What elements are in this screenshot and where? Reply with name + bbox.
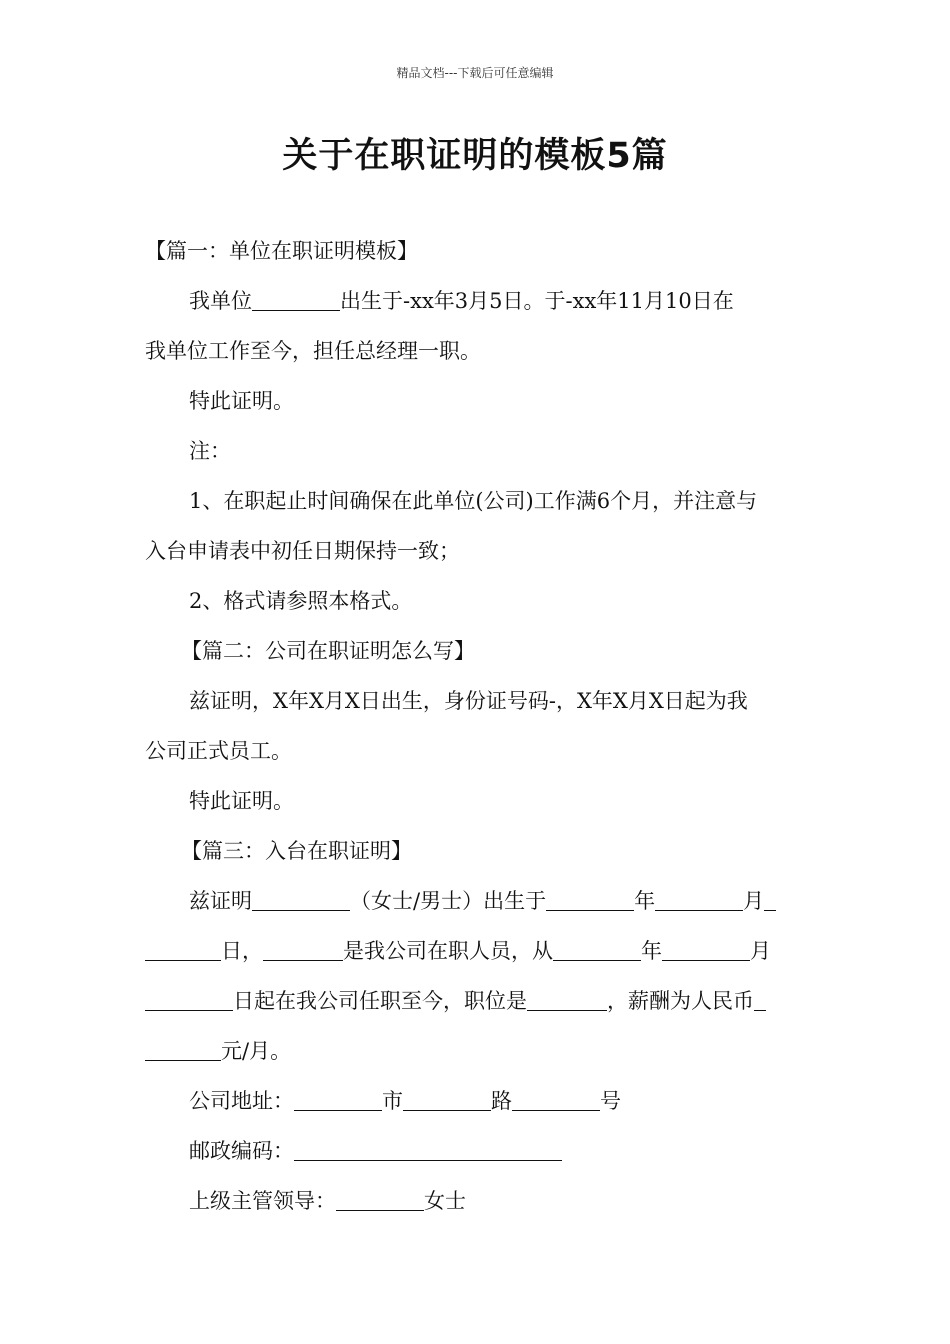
section-heading-2: 【篇二：公司在职证明怎么写】 <box>181 639 475 663</box>
paragraph <box>145 276 807 326</box>
text-span: 号 <box>600 1089 621 1113</box>
zip-label: 邮政编码： <box>189 1139 294 1163</box>
text-span: 出生于-xx年3月5日。于-xx年11月10日在 <box>340 289 734 313</box>
blank-line <box>662 938 750 961</box>
text-span: 路 <box>491 1089 512 1113</box>
text-span: 市 <box>382 1089 403 1113</box>
text-span: （女士/男士）出生于 <box>350 889 547 913</box>
document-body <box>145 226 807 1226</box>
blank-line <box>512 1088 600 1111</box>
text-span: 元/月。 <box>221 1039 292 1063</box>
blank-line <box>294 1138 562 1161</box>
blank-line <box>655 888 743 911</box>
address-label: 公司地址： <box>189 1089 294 1113</box>
paragraph-continuation: 我单位工作至今，担任总经理一职。 <box>145 339 481 363</box>
section-heading-3: 【篇三：入台在职证明】 <box>181 839 412 863</box>
paragraph: 兹证明，X年X月X日出生，身份证号码-，X年X月X日起为我 <box>189 689 748 713</box>
blank-line <box>764 888 776 911</box>
text-span: 日， <box>221 939 263 963</box>
section-heading-1: 【篇一：单位在职证明模板】 <box>145 239 418 263</box>
blank-line <box>403 1088 491 1111</box>
text-span: ，薪酬为人民币 <box>607 989 754 1013</box>
text-span: 兹证明 <box>189 889 252 913</box>
text-span: 日起在我公司任职至今，职位是 <box>233 989 527 1013</box>
paragraph: 特此证明。 <box>189 389 294 413</box>
paragraph <box>145 876 807 926</box>
blank-line <box>145 988 233 1011</box>
blank-line <box>252 288 340 311</box>
note-item-2: 2、格式请参照本格式。 <box>189 589 413 613</box>
note-item-1: 1、在职起止时间确保在此单位(公司)工作满6个月，并注意与 <box>189 489 758 513</box>
note-item-1-continuation: 入台申请表中初任日期保持一致； <box>145 539 460 563</box>
supervisor-line <box>145 1176 807 1226</box>
blank-line <box>145 1038 221 1061</box>
page-title: 关于在职证明的模板5篇 <box>282 136 668 176</box>
blank-line <box>145 938 221 961</box>
address-line <box>145 1076 807 1126</box>
text-span: 我单位 <box>189 289 252 313</box>
blank-line <box>263 938 343 961</box>
text-span: 月 <box>750 939 771 963</box>
paragraph: 特此证明。 <box>189 789 294 813</box>
text-span: 年 <box>634 889 656 913</box>
blank-line <box>546 888 634 911</box>
paragraph-continuation <box>145 1026 807 1076</box>
blank-line <box>294 1088 382 1111</box>
header-note: 精品文档---下载后可任意编辑 <box>396 66 554 80</box>
blank-line <box>754 988 766 1011</box>
paragraph-continuation <box>145 926 807 976</box>
text-span: 月 <box>743 889 765 913</box>
blank-line <box>252 888 350 911</box>
text-span: 是我公司在职人员，从 <box>343 939 553 963</box>
blank-line <box>336 1188 424 1211</box>
text-span: 年 <box>641 939 662 963</box>
note-label: 注： <box>189 439 231 463</box>
paragraph-continuation: 公司正式员工。 <box>145 739 292 763</box>
zip-line <box>145 1126 807 1176</box>
text-span: 女士 <box>424 1189 466 1213</box>
blank-line <box>527 988 607 1011</box>
supervisor-label: 上级主管领导： <box>189 1189 336 1213</box>
paragraph-continuation <box>145 976 807 1026</box>
blank-line <box>553 938 641 961</box>
